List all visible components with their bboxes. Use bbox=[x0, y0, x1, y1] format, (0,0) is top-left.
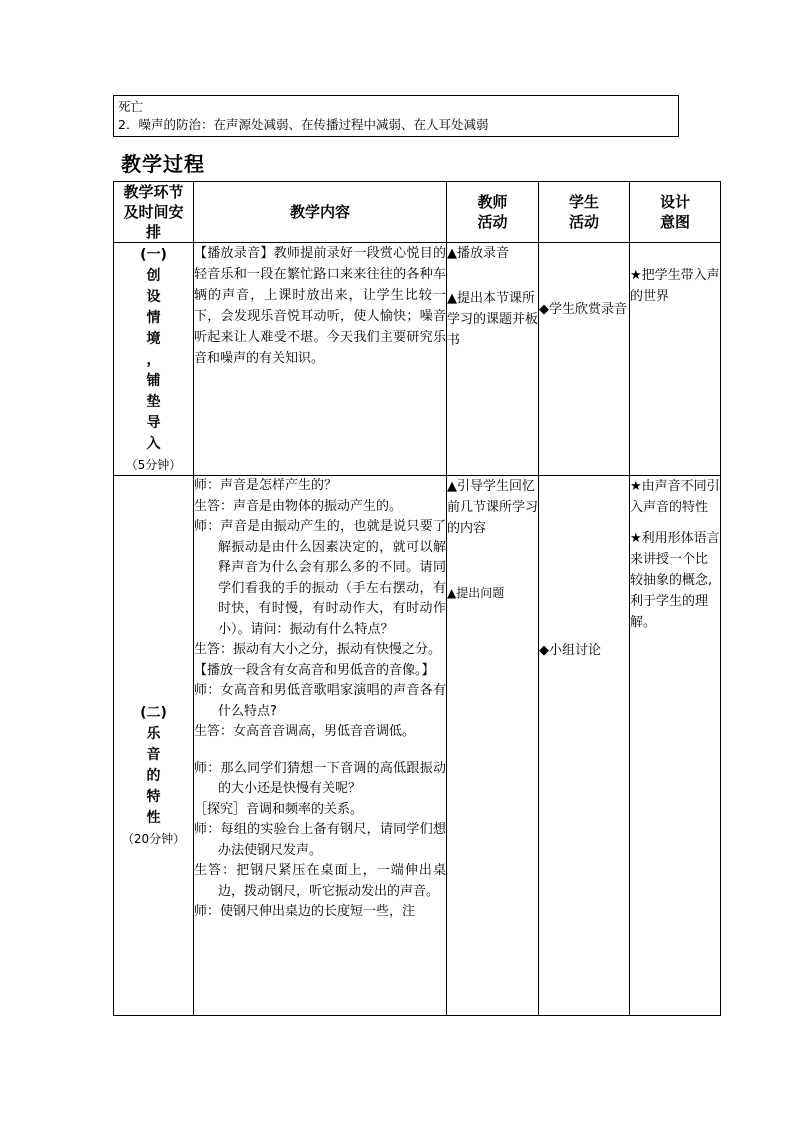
header-content bbox=[194, 182, 447, 243]
table-header-row bbox=[114, 182, 721, 243]
table-row bbox=[114, 243, 721, 476]
content-text: 【播放录音】教师提前录好一段赏心悦目的轻音乐和一段在繁忙路口来来往往的各种车辆的声音，上课时放出来，让学生比较一下，会发现乐音悦耳动听，使人愉快；噪音听起来让人难受不堪。今天我们主要研究乐音和噪声的有关知识。 bbox=[194, 246, 446, 366]
header-stage-line: 排 bbox=[145, 223, 161, 241]
header-content-line: 教学内容 bbox=[289, 203, 350, 221]
stage-cell-1 bbox=[114, 243, 194, 476]
stage-char: 乐 bbox=[146, 725, 161, 742]
dialogue-line: 师：使钢尺伸出桌边的长度短一些，注 bbox=[194, 904, 416, 919]
header-teacher bbox=[447, 182, 539, 243]
stage-char: 特 bbox=[146, 788, 161, 805]
previous-line-2: 2．噪声的防治：在声源处减弱、在传播过程中减弱、在人耳处减弱 bbox=[118, 117, 489, 132]
header-student-line: 活动 bbox=[568, 213, 599, 231]
header-stage bbox=[114, 182, 194, 243]
stage-char: ， bbox=[146, 352, 161, 368]
stage-char: (一) bbox=[140, 247, 167, 263]
stage-duration: （5分钟） bbox=[125, 458, 182, 472]
teacher-activity: ▲提出问题 bbox=[447, 586, 505, 600]
dialogue-line: 【播放一段含有女高音和男低音的音像。】 bbox=[194, 662, 435, 678]
dialogue-line: 师：女高音和男低音歌唱家演唱的声音各有什么特点? bbox=[194, 683, 446, 719]
stage-char: 音 bbox=[146, 746, 161, 763]
dialogue-line: 生答：振动有大小之分，振动有快慢之分。 bbox=[194, 642, 442, 657]
stage-char: 性 bbox=[146, 809, 161, 826]
teacher-cell-1 bbox=[447, 243, 539, 476]
teacher-cell-2 bbox=[447, 476, 539, 1016]
stage-char: 境 bbox=[146, 331, 161, 347]
stage-cell-2 bbox=[114, 476, 194, 1016]
student-cell-2 bbox=[539, 476, 630, 1016]
teacher-activity: ▲引导学生回忆前几节课所学习的内容 bbox=[447, 479, 539, 536]
content-cell-1 bbox=[194, 243, 447, 476]
header-design-line: 意图 bbox=[659, 213, 690, 231]
stage-char: 垫 bbox=[146, 394, 161, 410]
stage-char: 铺 bbox=[146, 373, 161, 389]
dialogue-line: ［探究］音调和频率的关系。 bbox=[194, 801, 364, 817]
design-cell-1 bbox=[630, 243, 721, 476]
design-intent: ★把学生带入声的世界 bbox=[630, 268, 720, 304]
header-stage-line: 教学环节 bbox=[123, 183, 184, 201]
student-cell-1 bbox=[539, 243, 630, 476]
stage-char: (二) bbox=[140, 704, 167, 721]
header-student bbox=[539, 182, 630, 243]
stage-char: 的 bbox=[146, 767, 161, 784]
lesson-table bbox=[113, 181, 721, 1016]
header-student-line: 学生 bbox=[568, 193, 599, 211]
stage-char: 创 bbox=[146, 268, 161, 284]
student-activity: ◆小组讨论 bbox=[539, 643, 601, 658]
design-intent: ★利用形体语言来讲授一个比较抽象的概念,利于学生的理解。 bbox=[630, 531, 720, 630]
stage-duration: （20分钟） bbox=[121, 831, 186, 846]
header-design bbox=[630, 182, 721, 243]
dialogue-line: 生答：声音是由物体的振动产生的。 bbox=[194, 498, 403, 514]
design-cell-2 bbox=[630, 476, 721, 1016]
content-cell-2 bbox=[194, 476, 447, 1016]
dialogue-line: 生答：把钢尺紧压在桌面上，一端伸出桌边，拨动钢尺，听它振动发出的声音。 bbox=[194, 863, 446, 899]
previous-line-1: 死亡 bbox=[118, 99, 144, 114]
student-activity: ◆学生欣赏录音 bbox=[539, 301, 627, 317]
stage-char: 入 bbox=[146, 436, 161, 452]
design-intent: ★由声音不同引入声音的特性 bbox=[630, 479, 720, 515]
dialogue-line: 师：那么同学们猜想一下音调的高低跟振动的大小还是快慢有关呢？ bbox=[194, 760, 446, 796]
stage-char: 情 bbox=[146, 310, 161, 326]
stage-char: 设 bbox=[146, 289, 161, 305]
dialogue-line: 师：每组的实验台上备有钢尺，请同学们想办法使钢尺发声。 bbox=[194, 822, 446, 858]
header-teacher-line: 教师 bbox=[477, 193, 508, 211]
header-stage-line: 及时间安 bbox=[123, 203, 184, 221]
table-row bbox=[114, 476, 721, 1016]
dialogue-line: 师：声音是由振动产生的，也就是说只要了解振动是由什么因素决定的，就可以解释声音为什么会有那么多的不同。请同学们看我的手的振动（手左右摆动，有时快，有时慢，有时动作大，有时动作小）。请问：振动有什么特点？ bbox=[194, 519, 446, 637]
section-title: 教学过程 bbox=[121, 152, 205, 176]
header-teacher-line: 活动 bbox=[477, 213, 508, 231]
stage-char: 导 bbox=[146, 415, 161, 431]
teacher-activity: ▲提出本节课所学习的课题并板书 bbox=[447, 291, 539, 348]
dialogue-line: 师：声音是怎样产生的？ bbox=[194, 478, 338, 493]
dialogue-line: 生答：女高音音调高，男低音音调低。 bbox=[194, 724, 416, 739]
header-design-line: 设计 bbox=[659, 193, 690, 211]
previous-section-box bbox=[113, 95, 679, 137]
teacher-activity: ▲播放录音 bbox=[447, 246, 509, 261]
